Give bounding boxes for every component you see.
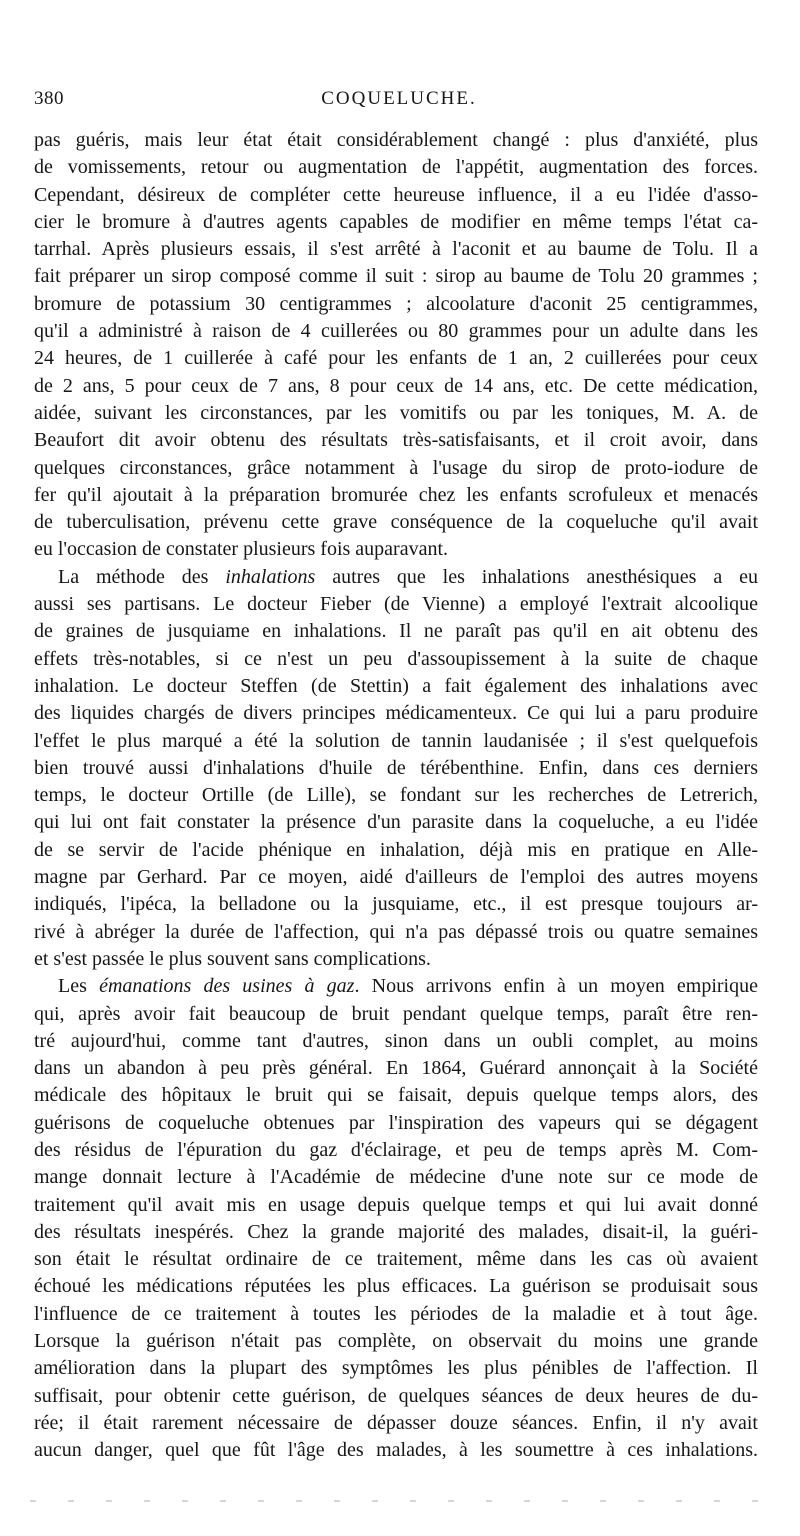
text-line: quelques circonstances, grâce notamment à l'usage du sirop de proto-iodure de — [34, 456, 758, 479]
text-line: aussi ses partisans. Le docteur Fieber (de Vienne) a employé l'extrait alcoolique — [34, 593, 758, 616]
text-line: 24 heures, de 1 cuillerée à café pour les enfants de 1 an, 2 cuillerées pour ceux — [34, 347, 758, 370]
line-end: . Nous arrivons enfin à un moyen empirique — [354, 975, 758, 998]
text-line: des liquides chargés de divers principes médicamenteux. Ce qui lui a paru produire — [34, 702, 758, 725]
text-line: tarrhal. Après plusieurs essais, il s'est arrêté à l'aconit et au baume de Tolu. Il a — [34, 238, 758, 261]
text-line: indiqués, l'ipéca, la belladone ou la jusquiame, etc., il est presque toujours ar- — [34, 893, 758, 916]
text-line: tré aujourd'hui, comme tant d'autres, sinon dans un oubli complet, au moins — [34, 1029, 758, 1052]
text-line: qui, après avoir fait beaucoup de bruit pendant quelque temps, paraît être ren- — [34, 1002, 758, 1025]
text-line: aidée, suivant les circonstances, par les vomitifs ou par les toniques, M. A. de — [34, 401, 758, 424]
text-line: médicale des hôpitaux le bruit qui se faisait, depuis quelque temps alors, des — [34, 1084, 758, 1107]
italic-phrase: émanations des usines à gaz — [99, 975, 355, 998]
text-line: et s'est passée le plus souvent sans complications. — [34, 947, 431, 970]
text-line: fait préparer un sirop composé comme il suit : sirop au baume de Tolu 20 grammes ; — [34, 265, 758, 288]
text-line: bromure de potassium 30 centigrammes ; alcoolature d'aconit 25 centigrammes, — [34, 292, 758, 315]
text-line: échoué les médications réputées les plus efficaces. La guérison se produisait sous — [34, 1275, 758, 1298]
text-line: son était le résultat ordinaire de ce traitement, même dans les cas où avaient — [34, 1248, 758, 1271]
text-line: traitement qu'il avait mis en usage depuis quelque temps et qui lui avait donné — [34, 1193, 758, 1216]
text-line: rée; il était rarement nécessaire de dépasser douze séances. Enfin, il n'y avait — [34, 1411, 758, 1434]
page-number: 380 — [34, 88, 64, 109]
text-line: suffisait, pour obtenir cette guérison, de quelques séances de deux heures de du- — [34, 1384, 758, 1407]
text-line: des résultats inespérés. Chez la grande majorité des malades, disait-il, la guéri- — [34, 1220, 758, 1243]
line-start: Les — [58, 975, 100, 998]
italic-phrase: inhalations — [225, 565, 316, 588]
text-line: de graines de jusquiame en inhalations. Il ne paraît pas qu'il en ait obtenu des — [34, 620, 758, 643]
text-line: eu l'occasion de constater plusieurs fois auparavant. — [34, 538, 449, 561]
page-header — [34, 88, 764, 116]
text-line: rivé à abréger la durée de l'affection, qui n'a pas dépassé trois ou quatre semaines — [34, 920, 758, 943]
text-line: de 2 ans, 5 pour ceux de 7 ans, 8 pour ceux de 14 ans, etc. De cette médication, — [34, 374, 758, 397]
text-line: qu'il a administré à raison de 4 cuillerées ou 80 grammes pour un adulte dans les — [34, 320, 758, 343]
line-end: autres que les inhalations anesthésiques a eu — [315, 565, 758, 588]
text-line — [34, 973, 758, 1000]
text-line: cier le bromure à d'autres agents capables de modifier en même temps l'état ca- — [34, 210, 758, 233]
text-line: amélioration dans la plupart des symptômes les plus pénibles de l'affection. Il — [34, 1357, 758, 1380]
text-line: mange donnait lecture à l'Académie de médecine d'une note sur ce mode de — [34, 1166, 758, 1189]
running-title: COQUELUCHE. — [321, 88, 477, 109]
text-line: de vomissements, retour ou augmentation de l'appétit, augmentation des forces. — [34, 156, 758, 179]
text-line: de tuberculisation, prévenu cette grave conséquence de la coqueluche qu'il avait — [34, 511, 758, 534]
body-text — [34, 127, 758, 1465]
text-line: pas guéris, mais leur état était considérablement changé : plus d'anxiété, plus — [34, 129, 758, 151]
text-line: guérisons de coqueluche obtenues par l'inspiration des vapeurs qui se dégagent — [34, 1111, 758, 1134]
text-line — [34, 564, 758, 591]
line-start: La méthode des — [58, 565, 226, 588]
text-line: temps, le docteur Ortille (de Lille), se fondant sur les recherches de Letrerich, — [34, 784, 758, 807]
text-line: Lorsque la guérison n'était pas complète, on observait du moins une grande — [34, 1330, 758, 1353]
text-line: fer qu'il ajoutait à la préparation bromurée chez les enfants scrofuleux et menacés — [34, 483, 758, 506]
text-line: des résidus de l'épuration du gaz d'éclairage, et peu de temps après M. Com- — [34, 1138, 758, 1161]
text-line: de se servir de l'acide phénique en inhalation, déjà mis en pratique en Alle- — [34, 838, 758, 861]
text-line: inhalation. Le docteur Steffen (de Stettin) a fait également des inhalations avec — [34, 674, 758, 697]
text-line: bien trouvé aussi d'inhalations d'huile de térébenthine. Enfin, dans ces derniers — [34, 756, 758, 779]
text-line: l'effet le plus marqué a été la solution de tannin laudanisée ; il s'est quelquefois — [34, 729, 758, 752]
text-line: aucun danger, quel que fût l'âge des malades, à les soumettre à ces inhalations. — [34, 1439, 758, 1462]
scan-artifact — [30, 1500, 770, 1502]
text-line: Beaufort dit avoir obtenu des résultats très-satisfaisants, et il croit avoir, dans — [34, 429, 758, 452]
text-line: qui lui ont fait constater la présence d'un parasite dans la coqueluche, a eu l'idée — [34, 811, 758, 834]
text-line: magne par Gerhard. Par ce moyen, aidé d'ailleurs de l'emploi des autres moyens — [34, 866, 758, 889]
text-line: Cependant, désireux de compléter cette heureuse influence, il a eu l'idée d'asso- — [34, 183, 758, 206]
text-line: effets très-notables, si ce n'est un peu d'assoupissement à la suite de chaque — [34, 647, 758, 670]
text-line: l'influence de ce traitement à toutes les périodes de la maladie et à tout âge. — [34, 1302, 758, 1325]
text-line: dans un abandon à peu près général. En 1864, Guérard annonçait à la Société — [34, 1057, 758, 1080]
